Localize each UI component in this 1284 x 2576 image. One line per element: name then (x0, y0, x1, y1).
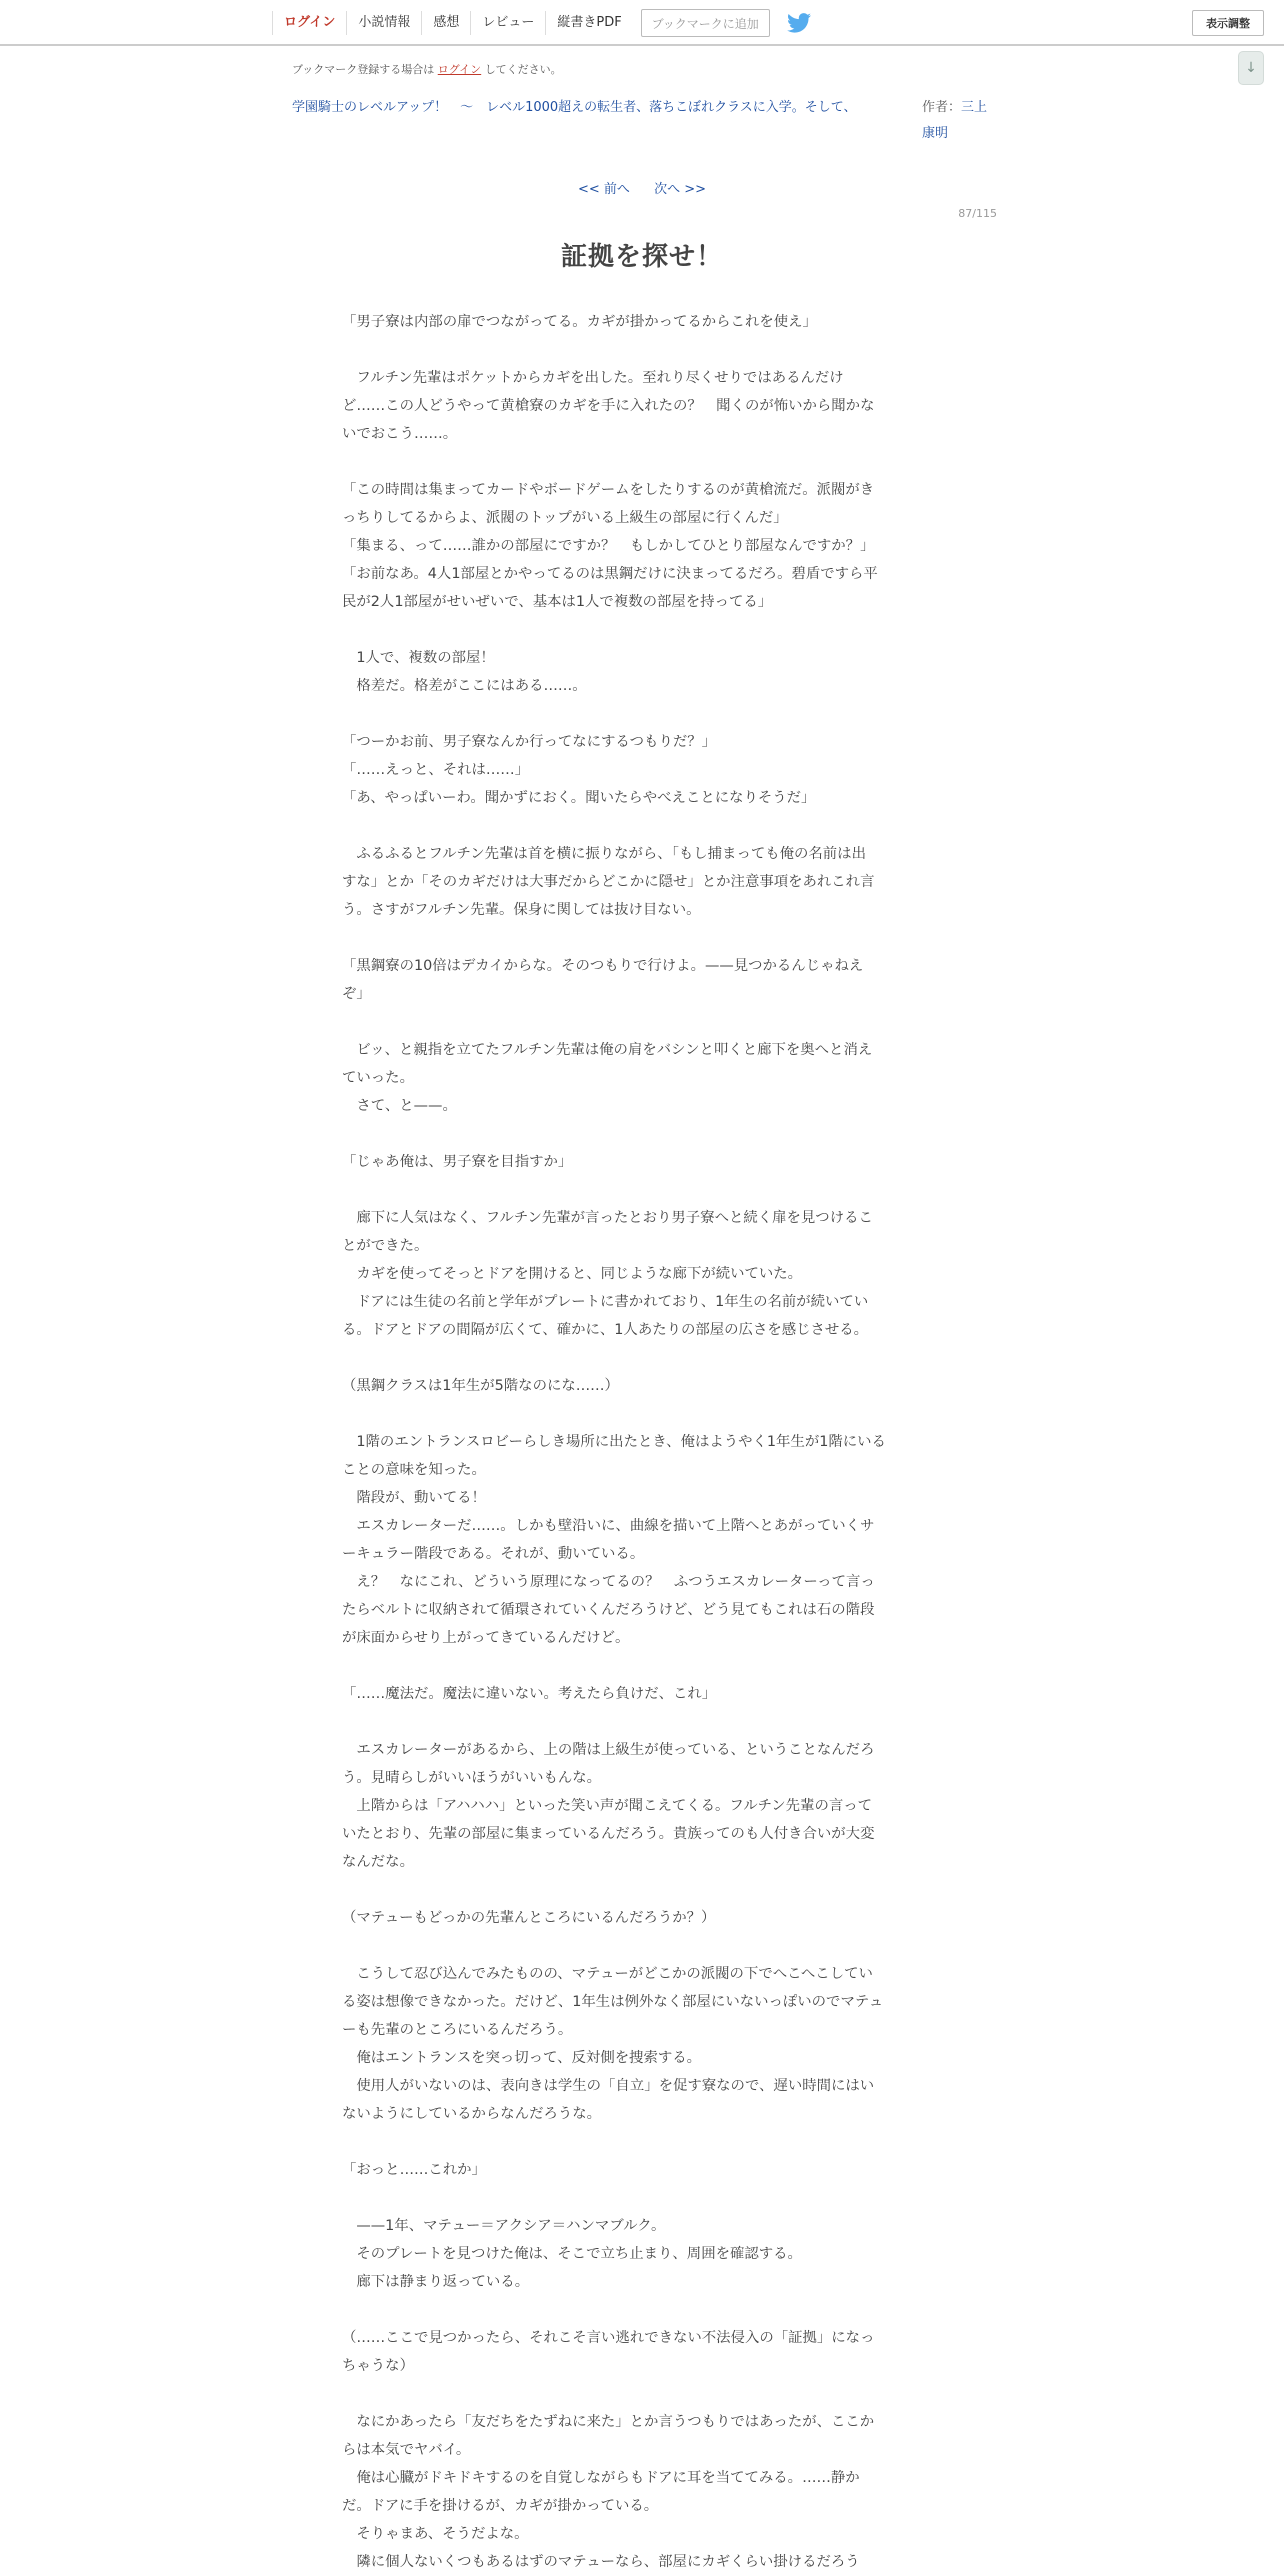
chapter-body (342, 308, 942, 2576)
body-line: （黒鋼クラスは1年生が5階なのにな……） (342, 1378, 619, 1394)
body-line: いたとおり、先輩の部屋に集まっているんだろう。貴族ってのも人付き合いが大変 (342, 1826, 875, 1842)
body-line: エスカレーターがあるから、上の階は上級生が使っている、ということなんだろ (342, 1742, 875, 1758)
add-bookmark-button[interactable]: ブックマークに追加 (641, 9, 770, 37)
twitter-bird-icon[interactable] (787, 12, 813, 34)
body-line: 俺はエントランスを突っ切って、反対側を捜索する。 (342, 2050, 702, 2066)
prev-chapter-link[interactable]: << 前へ (578, 182, 630, 197)
arrow-down-icon: ↓ (1245, 60, 1257, 76)
blank-line (342, 2296, 942, 2324)
blank-line (342, 1176, 942, 1204)
body-line: 民が2人1部屋がせいぜいで、基本は1人で複数の部屋を持ってる」 (342, 594, 773, 610)
blank-line (342, 448, 942, 476)
body-line: 廊下は静まり返っている。 (342, 2274, 530, 2290)
body-line: え？ なにこれ、どういう原理になってるの？ ふつうエスカレーターって言っ (342, 1574, 875, 1590)
body-line: 上階からは「アハハハ」といった笑い声が聞こえてくる。フルチン先輩の言って (342, 1798, 873, 1814)
blank-line (342, 1652, 942, 1680)
blank-line (342, 1932, 942, 1960)
body-line: る姿は想像できなかった。だけど、1年生は例外なく部屋にいないっぽいのでマテュ (342, 1994, 884, 2010)
body-line: 「男子寮は内部の扉でつながってる。カギが掛かってるからこれを使え」 (342, 314, 817, 330)
body-line: う。見晴らしがいいほうがいいもんな。 (342, 1770, 602, 1786)
author-link[interactable]: 三上 (961, 100, 988, 115)
body-line: 「じゃあ俺は、男子寮を目指すか」 (342, 1154, 573, 1170)
body-line: フルチン先輩はポケットからカギを出した。至れり尽くせりではあるんだけ (342, 370, 844, 386)
blank-line (342, 924, 942, 952)
blank-line (342, 700, 942, 728)
body-line: とができた。 (342, 1238, 429, 1254)
body-line: 使用人がいないのは、表向きは学生の「自立」を促す寮なので、遅い時間にはい (342, 2078, 875, 2094)
blank-line (342, 1008, 942, 1036)
body-line: 廊下に人気はなく、フルチン先輩が言ったとおり男子寮へと続く扉を見つけるこ (342, 1210, 873, 1226)
nav-login-link[interactable]: ログイン (272, 11, 346, 35)
body-line: 「この時間は集まってカードやボードゲームをしたりするのが黄槍流だ。派閥がき (342, 482, 875, 498)
body-line: そのプレートを見つけた俺は、そこで立ち止まり、周囲を確認する。 (342, 2246, 802, 2262)
series-title-link[interactable]: 学園騎士のレベルアップ！ 〜 レベル1000超えの転生者、落ちこぼれクラスに入学。そして、 (292, 100, 857, 115)
notice-text-after: してください。 (484, 63, 562, 76)
notice-text-before: ブックマーク登録する場合は (292, 63, 435, 76)
blank-line (342, 2184, 942, 2212)
body-line: そりゃまあ、そうだよな。 (342, 2526, 529, 2542)
nav-vertical-pdf-link[interactable]: 縦書きPDF (545, 11, 632, 35)
blank-line (342, 616, 942, 644)
body-line: さて、と——。 (342, 1098, 457, 1114)
blank-line (342, 336, 942, 364)
body-line: 「お前なあ。4人1部屋とかやってるのは黒鋼だけに決まってるだろ。碧盾ですら平 (342, 566, 878, 582)
chapter-title: 証拠を探せ！ (560, 242, 723, 272)
author-link-continued[interactable]: 康明 (922, 126, 949, 141)
body-line: 俺は心臓がドキドキするのを自覚しながらもドアに耳を当ててみる。……静か (342, 2470, 860, 2486)
author-label: 作者： (922, 100, 962, 115)
body-line: なんだな。 (342, 1854, 414, 1870)
blank-line (342, 2128, 942, 2156)
blank-line (342, 1876, 942, 1904)
blank-line (342, 812, 942, 840)
body-line: 階段が、動いてる！ (342, 1490, 486, 1506)
body-line: ことの意味を知った。 (342, 1462, 486, 1478)
body-line: 「黒鋼寮の10倍はデカイからな。そのつもりで行けよ。——見つかるんじゃねえ (342, 958, 864, 974)
chapter-counter: 87/115 (958, 207, 997, 220)
nav-novel-info-link[interactable]: 小説情報 (346, 11, 421, 35)
body-line: 「あ、やっぱいーわ。聞かずにおく。聞いたらやべえことになりそうだ」 (342, 790, 816, 806)
nav-review-link[interactable]: レビュー (470, 11, 545, 35)
body-line: 「おっと……これか」 (342, 2162, 486, 2178)
body-line: エスカレーターだ……。しかも壁沿いに、曲線を描いて上階へとあがっていくサ (342, 1518, 875, 1534)
body-line: ぞ」 (342, 986, 371, 1002)
author-info (922, 95, 988, 141)
display-settings-button[interactable]: 表示調整 (1192, 10, 1264, 36)
body-line: ——1年、マテュー＝アクシア＝ハンマブルク。 (342, 2218, 666, 2234)
body-line: が床面からせり上がってきているんだけど。 (342, 1630, 630, 1646)
body-line: 隣に個人ないくつもあるはずのマテューなら、部屋にカギくらい掛けるだろう (342, 2554, 860, 2570)
body-line: 「……えっと、それは……」 (342, 762, 530, 778)
body-line: らは本気でヤバイ。 (342, 2442, 471, 2458)
header-nav (272, 0, 813, 46)
blank-line (342, 2380, 942, 2408)
body-line: いでおこう……。 (342, 426, 458, 442)
body-line: ドアには生徒の名前と学年がプレートに書かれており、1年生の名前が続いてい (342, 1294, 869, 1310)
body-line: ふるふるとフルチン先輩は首を横に振りながら、「もし捕まっても俺の名前は出 (342, 846, 866, 862)
body-line: ていった。 (342, 1070, 414, 1086)
body-line: カギを使ってそっとドアを開けると、同じような廊下が続いていた。 (342, 1266, 803, 1282)
body-line: ど……この人どうやって黄槍寮のカギを手に入れたの？ 聞くのが怖いから聞かな (342, 398, 875, 414)
chapter-pager (0, 178, 1284, 197)
body-line: ちゃうな） (342, 2358, 414, 2374)
body-line: すな」とか「そのカギだけは大事だからどこかに隠せ」とか注意事項をあれこれ言 (342, 874, 875, 890)
body-line: こうして忍び込んでみたものの、マテューがどこかの派閥の下でへこへこしてい (342, 1966, 873, 1982)
body-line: 1人で、複数の部屋！ (342, 650, 495, 666)
body-line: ないようにしているからなんだろうな。 (342, 2106, 602, 2122)
body-line: っちりしてるからよ、派閥のトップがいる上級生の部屋に行くんだ」 (342, 510, 788, 526)
blank-line (342, 1708, 942, 1736)
body-line: 「つーかお前、男子寮なんか行ってなにするつもりだ？」 (342, 734, 717, 750)
body-line: 格差だ。格差がここにはある……。 (342, 678, 587, 694)
body-line: ビッ、と親指を立てたフルチン先輩は俺の肩をバシンと叩くと廊下を奥へと消え (342, 1042, 873, 1058)
body-line: 1階のエントランスロビーらしき場所に出たとき、俺はようやく1年生が1階にいる (342, 1434, 886, 1450)
blank-line (342, 1120, 942, 1148)
blank-line (342, 1344, 942, 1372)
nav-impressions-link[interactable]: 感想 (421, 11, 470, 35)
body-line: （……ここで見つかったら、それこそ言い逃れできない不法侵入の「証拠」になっ (342, 2330, 875, 2346)
body-line: ーキュラー階段である。それが、動いている。 (342, 1546, 645, 1562)
body-line: なにかあったら「友だちをたずねに来た」とか言うつもりではあったが、ここか (342, 2414, 875, 2430)
blank-line (342, 1400, 942, 1428)
notice-login-link[interactable]: ログイン (437, 63, 482, 76)
body-line: 「集まる、って……誰かの部屋にですか？ もしかしてひとり部屋なんですか？」 (342, 538, 875, 554)
body-line: たらベルトに収納されて循環されていくんだろうけど、どう見てもこれは石の階段 (342, 1602, 875, 1618)
bookmark-login-notice (292, 61, 562, 77)
next-chapter-link[interactable]: 次へ >> (654, 182, 706, 197)
body-line: 「……魔法だ。魔法に違いない。考えたら負けだ、これ」 (342, 1686, 717, 1702)
scroll-down-button[interactable] (1238, 51, 1264, 85)
body-line: う。さすがフルチン先輩。保身に関しては抜け目ない。 (342, 902, 701, 918)
header-bar (0, 0, 1284, 46)
body-line: る。ドアとドアの間隔が広くて、確かに、1人あたりの部屋の広さを感じさせる。 (342, 1322, 869, 1338)
body-line: だ。ドアに手を掛けるが、カギが掛かっている。 (342, 2498, 659, 2514)
body-line: ーも先輩のところにいるんだろう。 (342, 2022, 573, 2038)
body-line: （マテューもどっかの先輩んところにいるんだろうか？） (342, 1910, 716, 1926)
